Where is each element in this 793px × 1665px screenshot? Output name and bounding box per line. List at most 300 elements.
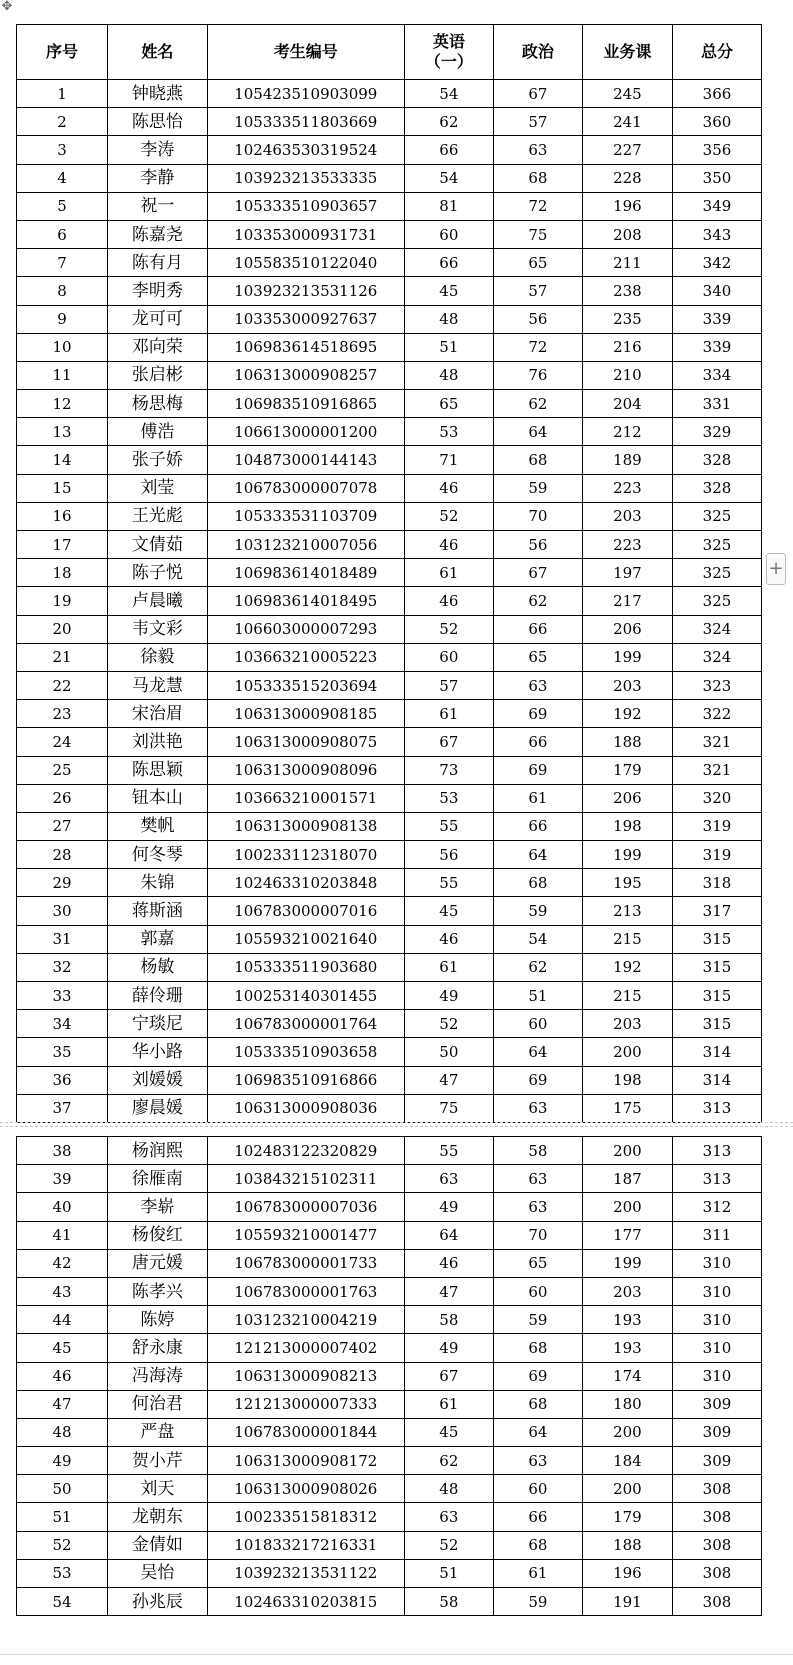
table-row xyxy=(17,1588,762,1616)
table-row xyxy=(17,869,762,897)
cell-name: 刘莹 xyxy=(108,474,208,502)
cell-politics: 68 xyxy=(493,164,582,192)
table-row xyxy=(17,784,762,812)
table-row xyxy=(17,164,762,192)
table-row xyxy=(17,1277,762,1305)
cell-name: 何治君 xyxy=(108,1390,208,1418)
cell-id: 106313000908096 xyxy=(207,756,404,784)
cell-id: 101833217216331 xyxy=(207,1531,404,1559)
cell-id: 103353000931731 xyxy=(207,220,404,248)
cell-politics: 59 xyxy=(493,1588,582,1616)
cell-name: 陈子悦 xyxy=(108,559,208,587)
table-body-page-2 xyxy=(17,1137,762,1616)
table-row xyxy=(17,587,762,615)
cell-name: 刘天 xyxy=(108,1475,208,1503)
cell-name: 徐雁南 xyxy=(108,1165,208,1193)
cell-english: 55 xyxy=(404,1137,493,1165)
cell-name: 陈孝兴 xyxy=(108,1277,208,1305)
cell-major: 203 xyxy=(582,671,672,699)
table-row xyxy=(17,446,762,474)
cell-politics: 59 xyxy=(493,1306,582,1334)
cell-english: 62 xyxy=(404,1447,493,1475)
cell-major: 189 xyxy=(582,446,672,474)
cell-english: 75 xyxy=(404,1094,493,1122)
table-row xyxy=(17,1418,762,1446)
cell-total: 313 xyxy=(672,1094,761,1122)
cell-seq: 34 xyxy=(17,1010,108,1038)
table-row xyxy=(17,361,762,389)
cell-id: 106783000007016 xyxy=(207,897,404,925)
cell-id: 103663210001571 xyxy=(207,784,404,812)
cell-english: 55 xyxy=(404,812,493,840)
cell-politics: 63 xyxy=(493,1193,582,1221)
cell-total: 319 xyxy=(672,841,761,869)
score-table-page-1 xyxy=(16,24,762,1123)
cell-name: 傅浩 xyxy=(108,418,208,446)
cell-english: 61 xyxy=(404,953,493,981)
cell-seq: 6 xyxy=(17,220,108,248)
cell-seq: 13 xyxy=(17,418,108,446)
cell-total: 322 xyxy=(672,700,761,728)
cell-name: 张启彬 xyxy=(108,361,208,389)
cell-major: 223 xyxy=(582,474,672,502)
cell-seq: 37 xyxy=(17,1094,108,1122)
cell-seq: 46 xyxy=(17,1362,108,1390)
cell-seq: 22 xyxy=(17,671,108,699)
cell-major: 208 xyxy=(582,220,672,248)
cell-seq: 50 xyxy=(17,1475,108,1503)
cell-id: 106983510916865 xyxy=(207,390,404,418)
cell-english: 49 xyxy=(404,1193,493,1221)
table-row xyxy=(17,925,762,953)
cell-name: 陈婷 xyxy=(108,1306,208,1334)
cell-politics: 69 xyxy=(493,1066,582,1094)
cell-id: 106983510916866 xyxy=(207,1066,404,1094)
cell-politics: 72 xyxy=(493,333,582,361)
cell-politics: 66 xyxy=(493,812,582,840)
cell-name: 华小路 xyxy=(108,1038,208,1066)
cell-total: 321 xyxy=(672,728,761,756)
table-row xyxy=(17,982,762,1010)
cell-name: 郭嘉 xyxy=(108,925,208,953)
table-body-page-1 xyxy=(17,80,762,1123)
cell-total: 309 xyxy=(672,1418,761,1446)
cell-seq: 41 xyxy=(17,1221,108,1249)
cell-name: 李涛 xyxy=(108,136,208,164)
table-row xyxy=(17,671,762,699)
cell-politics: 60 xyxy=(493,1010,582,1038)
cell-seq: 21 xyxy=(17,643,108,671)
cell-english: 46 xyxy=(404,587,493,615)
cell-total: 311 xyxy=(672,1221,761,1249)
cell-name: 朱锦 xyxy=(108,869,208,897)
table-row xyxy=(17,728,762,756)
cell-english: 67 xyxy=(404,1362,493,1390)
cell-politics: 68 xyxy=(493,869,582,897)
cell-total: 315 xyxy=(672,1010,761,1038)
cell-name: 陈有月 xyxy=(108,249,208,277)
cell-english: 57 xyxy=(404,671,493,699)
cell-name: 杨俊红 xyxy=(108,1221,208,1249)
cell-english: 54 xyxy=(404,164,493,192)
table-row xyxy=(17,136,762,164)
cell-politics: 64 xyxy=(493,418,582,446)
cell-major: 217 xyxy=(582,587,672,615)
cell-seq: 15 xyxy=(17,474,108,502)
cell-id: 106783000007036 xyxy=(207,1193,404,1221)
cell-name: 杨思梅 xyxy=(108,390,208,418)
cell-major: 192 xyxy=(582,700,672,728)
cell-politics: 61 xyxy=(493,1559,582,1587)
cell-politics: 69 xyxy=(493,756,582,784)
cell-politics: 68 xyxy=(493,446,582,474)
cell-seq: 49 xyxy=(17,1447,108,1475)
cell-id: 104873000144143 xyxy=(207,446,404,474)
cell-total: 323 xyxy=(672,671,761,699)
cell-total: 325 xyxy=(672,559,761,587)
cell-id: 106313000908026 xyxy=(207,1475,404,1503)
cell-id: 105333511903680 xyxy=(207,953,404,981)
cell-major: 199 xyxy=(582,841,672,869)
cell-name: 张子娇 xyxy=(108,446,208,474)
cell-id: 106983614018495 xyxy=(207,587,404,615)
cell-total: 342 xyxy=(672,249,761,277)
cell-english: 45 xyxy=(404,1418,493,1446)
cell-politics: 63 xyxy=(493,1447,582,1475)
cell-id: 106313000908172 xyxy=(207,1447,404,1475)
cell-major: 211 xyxy=(582,249,672,277)
cell-total: 324 xyxy=(672,643,761,671)
cell-total: 356 xyxy=(672,136,761,164)
cell-english: 47 xyxy=(404,1277,493,1305)
cell-total: 325 xyxy=(672,502,761,530)
table-row xyxy=(17,1165,762,1193)
cell-id: 106983614018489 xyxy=(207,559,404,587)
cell-politics: 66 xyxy=(493,728,582,756)
cell-major: 179 xyxy=(582,1503,672,1531)
cell-id: 105593210021640 xyxy=(207,925,404,953)
cell-id: 106313000908185 xyxy=(207,700,404,728)
cell-name: 钮本山 xyxy=(108,784,208,812)
cell-seq: 38 xyxy=(17,1137,108,1165)
cell-english: 61 xyxy=(404,700,493,728)
cell-id: 102483122320829 xyxy=(207,1137,404,1165)
cell-major: 200 xyxy=(582,1038,672,1066)
cell-name: 唐元媛 xyxy=(108,1249,208,1277)
cell-politics: 68 xyxy=(493,1390,582,1418)
cell-seq: 24 xyxy=(17,728,108,756)
cell-seq: 44 xyxy=(17,1306,108,1334)
table-row xyxy=(17,1306,762,1334)
cell-major: 193 xyxy=(582,1306,672,1334)
cell-total: 314 xyxy=(672,1066,761,1094)
cell-seq: 26 xyxy=(17,784,108,812)
cell-total: 315 xyxy=(672,925,761,953)
cell-total: 318 xyxy=(672,869,761,897)
cell-total: 308 xyxy=(672,1531,761,1559)
cell-politics: 62 xyxy=(493,587,582,615)
cell-seq: 32 xyxy=(17,953,108,981)
table-row xyxy=(17,249,762,277)
cell-name: 卢晨曦 xyxy=(108,587,208,615)
header-english xyxy=(404,25,493,80)
cell-id: 103923213533335 xyxy=(207,164,404,192)
cell-english: 60 xyxy=(404,643,493,671)
table-row xyxy=(17,1221,762,1249)
cell-name: 吴怡 xyxy=(108,1559,208,1587)
header-seq: 序号 xyxy=(17,25,108,80)
cell-major: 204 xyxy=(582,390,672,418)
header-politics: 政治 xyxy=(493,25,582,80)
cell-total: 324 xyxy=(672,615,761,643)
cell-english: 81 xyxy=(404,192,493,220)
table-row xyxy=(17,1475,762,1503)
cell-politics: 69 xyxy=(493,1362,582,1390)
cell-major: 198 xyxy=(582,812,672,840)
table-row xyxy=(17,502,762,530)
cell-name: 徐毅 xyxy=(108,643,208,671)
cell-major: 200 xyxy=(582,1418,672,1446)
cell-major: 200 xyxy=(582,1137,672,1165)
cell-seq: 33 xyxy=(17,982,108,1010)
cell-english: 45 xyxy=(404,277,493,305)
cell-seq: 39 xyxy=(17,1165,108,1193)
table-row xyxy=(17,841,762,869)
cell-english: 50 xyxy=(404,1038,493,1066)
cell-major: 179 xyxy=(582,756,672,784)
cell-seq: 36 xyxy=(17,1066,108,1094)
cell-major: 203 xyxy=(582,1010,672,1038)
cell-english: 61 xyxy=(404,1390,493,1418)
cell-name: 李崭 xyxy=(108,1193,208,1221)
cell-id: 105333515203694 xyxy=(207,671,404,699)
cell-id: 103663210005223 xyxy=(207,643,404,671)
cell-seq: 30 xyxy=(17,897,108,925)
cell-politics: 62 xyxy=(493,390,582,418)
cell-seq: 52 xyxy=(17,1531,108,1559)
table-row xyxy=(17,559,762,587)
cell-major: 213 xyxy=(582,897,672,925)
cell-politics: 67 xyxy=(493,80,582,108)
table-row xyxy=(17,643,762,671)
cell-seq: 20 xyxy=(17,615,108,643)
table-row xyxy=(17,220,762,248)
cell-major: 203 xyxy=(582,1277,672,1305)
header-candidate-id: 考生编号 xyxy=(207,25,404,80)
cell-seq: 28 xyxy=(17,841,108,869)
cell-name: 杨润熙 xyxy=(108,1137,208,1165)
table-row xyxy=(17,953,762,981)
cell-seq: 9 xyxy=(17,305,108,333)
cell-total: 309 xyxy=(672,1390,761,1418)
cell-politics: 63 xyxy=(493,1165,582,1193)
cell-name: 王光彪 xyxy=(108,502,208,530)
cell-name: 祝一 xyxy=(108,192,208,220)
table-row xyxy=(17,390,762,418)
cell-major: 191 xyxy=(582,1588,672,1616)
cell-english: 52 xyxy=(404,1010,493,1038)
header-name: 姓名 xyxy=(108,25,208,80)
cell-total: 339 xyxy=(672,333,761,361)
cell-seq: 47 xyxy=(17,1390,108,1418)
table-row xyxy=(17,1334,762,1362)
cell-english: 51 xyxy=(404,1559,493,1587)
cell-major: 223 xyxy=(582,531,672,559)
cell-name: 薛伶珊 xyxy=(108,982,208,1010)
cell-major: 174 xyxy=(582,1362,672,1390)
cell-major: 175 xyxy=(582,1094,672,1122)
cell-major: 198 xyxy=(582,1066,672,1094)
cell-major: 235 xyxy=(582,305,672,333)
table-row xyxy=(17,1559,762,1587)
cell-id: 103923213531122 xyxy=(207,1559,404,1587)
cell-english: 49 xyxy=(404,1334,493,1362)
cell-english: 48 xyxy=(404,305,493,333)
cell-id: 102463530319524 xyxy=(207,136,404,164)
cell-seq: 10 xyxy=(17,333,108,361)
cell-seq: 8 xyxy=(17,277,108,305)
cell-english: 46 xyxy=(404,925,493,953)
cell-seq: 48 xyxy=(17,1418,108,1446)
cell-name: 钟晓燕 xyxy=(108,80,208,108)
cell-english: 66 xyxy=(404,249,493,277)
cell-seq: 35 xyxy=(17,1038,108,1066)
cell-english: 65 xyxy=(404,390,493,418)
cell-politics: 59 xyxy=(493,897,582,925)
cell-id: 121213000007402 xyxy=(207,1334,404,1362)
cell-english: 61 xyxy=(404,559,493,587)
cell-total: 339 xyxy=(672,305,761,333)
cell-politics: 57 xyxy=(493,277,582,305)
cell-major: 215 xyxy=(582,925,672,953)
cell-politics: 65 xyxy=(493,1249,582,1277)
cell-seq: 11 xyxy=(17,361,108,389)
cell-english: 64 xyxy=(404,1221,493,1249)
cell-english: 55 xyxy=(404,869,493,897)
cell-name: 龙朝东 xyxy=(108,1503,208,1531)
cell-total: 331 xyxy=(672,390,761,418)
cell-english: 67 xyxy=(404,728,493,756)
cell-politics: 68 xyxy=(493,1334,582,1362)
cell-politics: 64 xyxy=(493,1038,582,1066)
cell-english: 53 xyxy=(404,418,493,446)
cell-english: 48 xyxy=(404,361,493,389)
cell-major: 184 xyxy=(582,1447,672,1475)
cell-total: 308 xyxy=(672,1588,761,1616)
cell-total: 313 xyxy=(672,1137,761,1165)
cell-name: 杨敏 xyxy=(108,953,208,981)
cell-politics: 65 xyxy=(493,643,582,671)
move-handle-icon[interactable]: ✥ xyxy=(1,0,13,14)
page-break xyxy=(0,1122,793,1128)
cell-name: 刘洪艳 xyxy=(108,728,208,756)
cell-major: 200 xyxy=(582,1193,672,1221)
cell-seq: 29 xyxy=(17,869,108,897)
table-row xyxy=(17,1066,762,1094)
cell-politics: 56 xyxy=(493,531,582,559)
cell-id: 103923213531126 xyxy=(207,277,404,305)
cell-english: 56 xyxy=(404,841,493,869)
cell-politics: 58 xyxy=(493,1137,582,1165)
cell-total: 308 xyxy=(672,1475,761,1503)
cell-id: 103843215102311 xyxy=(207,1165,404,1193)
page-bottom-edge xyxy=(0,1654,793,1655)
cell-major: 188 xyxy=(582,728,672,756)
table-row xyxy=(17,812,762,840)
cell-politics: 56 xyxy=(493,305,582,333)
table-row xyxy=(17,615,762,643)
cell-id: 103123210004219 xyxy=(207,1306,404,1334)
cell-seq: 53 xyxy=(17,1559,108,1587)
cell-major: 192 xyxy=(582,953,672,981)
cell-major: 206 xyxy=(582,784,672,812)
cell-politics: 75 xyxy=(493,220,582,248)
cell-english: 58 xyxy=(404,1306,493,1334)
cell-id: 106313000908138 xyxy=(207,812,404,840)
cell-seq: 14 xyxy=(17,446,108,474)
cell-politics: 69 xyxy=(493,700,582,728)
cell-politics: 64 xyxy=(493,841,582,869)
cell-major: 241 xyxy=(582,108,672,136)
cell-english: 73 xyxy=(404,756,493,784)
cell-total: 310 xyxy=(672,1277,761,1305)
cell-id: 102463310203815 xyxy=(207,1588,404,1616)
cell-english: 54 xyxy=(404,80,493,108)
header-english-line1: 英语 xyxy=(432,32,465,51)
cell-name: 孙兆辰 xyxy=(108,1588,208,1616)
table-row xyxy=(17,474,762,502)
cell-seq: 19 xyxy=(17,587,108,615)
cell-total: 340 xyxy=(672,277,761,305)
cell-politics: 60 xyxy=(493,1475,582,1503)
cell-name: 贺小芹 xyxy=(108,1447,208,1475)
header-row xyxy=(17,25,762,80)
cell-id: 103353000927637 xyxy=(207,305,404,333)
table-row xyxy=(17,1447,762,1475)
cell-id: 106603000007293 xyxy=(207,615,404,643)
cell-major: 196 xyxy=(582,192,672,220)
cell-major: 177 xyxy=(582,1221,672,1249)
cell-seq: 31 xyxy=(17,925,108,953)
cell-id: 105423510903099 xyxy=(207,80,404,108)
cell-english: 63 xyxy=(404,1165,493,1193)
cell-english: 52 xyxy=(404,502,493,530)
cell-id: 105593210001477 xyxy=(207,1221,404,1249)
cell-major: 206 xyxy=(582,615,672,643)
cell-total: 310 xyxy=(672,1334,761,1362)
cell-id: 105333531103709 xyxy=(207,502,404,530)
cell-english: 46 xyxy=(404,1249,493,1277)
table-row xyxy=(17,1249,762,1277)
cell-major: 210 xyxy=(582,361,672,389)
cell-seq: 40 xyxy=(17,1193,108,1221)
cell-english: 46 xyxy=(404,474,493,502)
add-column-button[interactable] xyxy=(766,553,786,585)
cell-name: 刘媛媛 xyxy=(108,1066,208,1094)
cell-id: 121213000007333 xyxy=(207,1390,404,1418)
cell-politics: 65 xyxy=(493,249,582,277)
cell-seq: 43 xyxy=(17,1277,108,1305)
cell-major: 238 xyxy=(582,277,672,305)
cell-major: 203 xyxy=(582,502,672,530)
cell-id: 100233112318070 xyxy=(207,841,404,869)
table-row xyxy=(17,531,762,559)
table-row xyxy=(17,1038,762,1066)
header-total: 总分 xyxy=(672,25,761,80)
plus-icon: + xyxy=(768,558,784,579)
cell-id: 106313000908036 xyxy=(207,1094,404,1122)
table-row xyxy=(17,1390,762,1418)
